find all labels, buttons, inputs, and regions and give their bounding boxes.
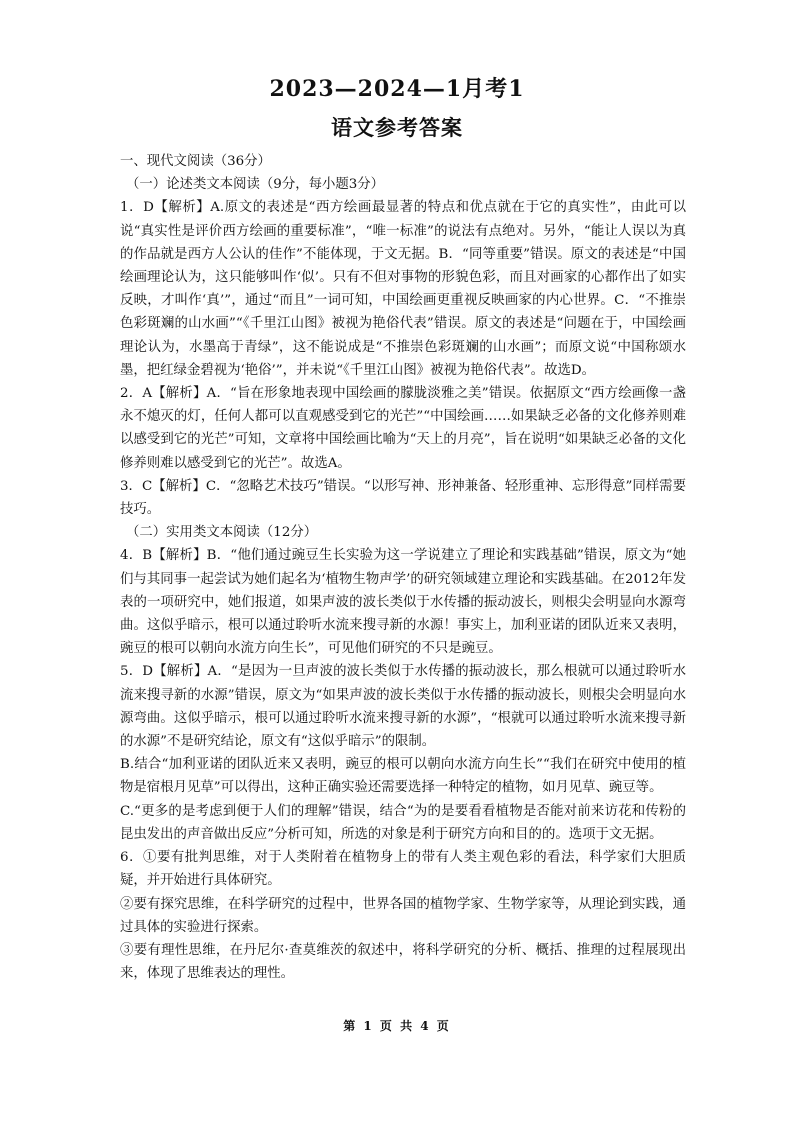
answer-item-5-b: B.结合“加利亚诺的团队近来又表明，豌豆的根可以朝向水流方向生长”“我们在研究中使用的植物是宿根月见草”可以得出，这种正确实验还需要选择一种特定的植物，如月见草、豌豆等。 <box>120 757 686 796</box>
answer-item-5-a: 5．D【解析】A．“是因为一旦声波的波长类似于水传播的振动波长，那么根就可以通过聆听水流来搜寻新的水源”错误，原文为“如果声波的波长类似于水传播的振动波长，则根尖会明显向水源弯曲。这似乎暗示，根可以通过聆听水流来搜寻新的水源”，“根就可以通过聆听水流来搜寻新的水源”不是研究结论，原文有“这似乎暗示”的限制。 <box>120 664 686 750</box>
subsection-heading: （一）论述类文本阅读（9分，每小题3分） <box>126 177 385 193</box>
answer-item-6-b: ②要有探究思维，在科学研究的过程中，世界各国的植物学家、生物学家等，从理论到实践，通过具体的实验进行探索。 <box>120 896 686 935</box>
page-subtitle: 语文参考答案 <box>331 115 463 140</box>
answer-item-2: 2．A【解析】A．“旨在形象地表现中国绘画的朦胧淡雅之美”错误。依据原文“西方绘画像一盏永不熄灭的灯，任何人都可以直观感受到它的光芒”“中国绘画……如果缺乏必备的文化修养则难以感受到它的光芒”可知，文章将中国绘画比喻为“天上的月亮”，旨在说明“如果缺乏必备的文化修养则难以感受到它的光芒”。故选A。 <box>120 386 686 471</box>
answer-item-4: 4．B【解析】B．“他们通过豌豆生长实验为这一学说建立了理论和实践基础”错误，原文为“她们与其同事一起尝试为她们起名为‘植物生物声学’的研究领域建立理论和实践基础。在2012年发表的一项研究中，她们报道，如果声波的波长类似于水传播的振动波长，则根尖会明显向水源弯曲。这似乎暗示，根可以通过聆听水流来搜寻新的水源！事实上，加利亚诺的团队近来又表明，豌豆的根可以朝向水流方向生长”，可见他们研究的不只是豌豆。 <box>120 548 686 657</box>
page-title: 2023—2024—1月考1 <box>269 76 525 102</box>
page-number: 第 1 页 共 4 页 <box>343 1019 451 1033</box>
subsection-heading: （二）实用类文本阅读（12分） <box>126 525 318 541</box>
answer-item-6-a: 6．①要有批判思维，对于人类附着在植物身上的带有人类主观色彩的看法，科学家们大胆质疑，并开始进行具体研究。 <box>120 850 686 889</box>
section-heading: 一、现代文阅读（36分） <box>120 154 271 169</box>
answer-item-3: 3．C【解析】C．“忽略艺术技巧”错误。“以形写神、形神兼备、轻形重神、忘形得意”同样需要技巧。 <box>120 478 686 518</box>
answer-content <box>120 150 686 985</box>
answer-item-5-c: C.“更多的是考虑到便于人们的理解”错误，结合“为的是要看看植物是否能对前来访花和传粉的昆虫发出的声音做出反应”分析可知，所选的对象是利于研究方向和目的的。选项于文无据。 <box>120 803 686 842</box>
answer-item-1: 1．D【解析】A.原文的表述是“西方绘画最显著的特点和优点就在于它的真实性”，由此可以说“真实性是评价西方绘画的重要标准”，“唯一标准”的说法有点绝对。另外，“能让人误以为真的作品就是西方人公认的佳作”不能体现，于文无据。B．“同等重要”错误。原文的表述是“中国绘画理论认为，这只能够叫作‘似’。只有不但对事物的形貌色彩，而且对画家的心都作出了如实反映，才叫作‘真’”，通过“而且”一词可知，中国绘画更重视反映画家的内心世界。C．“不推崇色彩斑斓的山水画”“《千里江山图》被视为艳俗代表”错误。原文的表述是“问题在于，中国绘画理论认为，水墨高于青绿”，这不能说成是“不推崇色彩斑斓的山水画”；而原文说“中国称颂水墨，把红绿金碧视为‘艳俗’”，并未说“《千里江山图》被视为艳俗代表”。故选D。 <box>120 200 686 378</box>
answer-item-6-c: ③要有理性思维，在丹尼尔·查莫维茨的叙述中，将科学研究的分析、概括、推理的过程展现出来，体现了思维表达的理性。 <box>120 942 686 982</box>
